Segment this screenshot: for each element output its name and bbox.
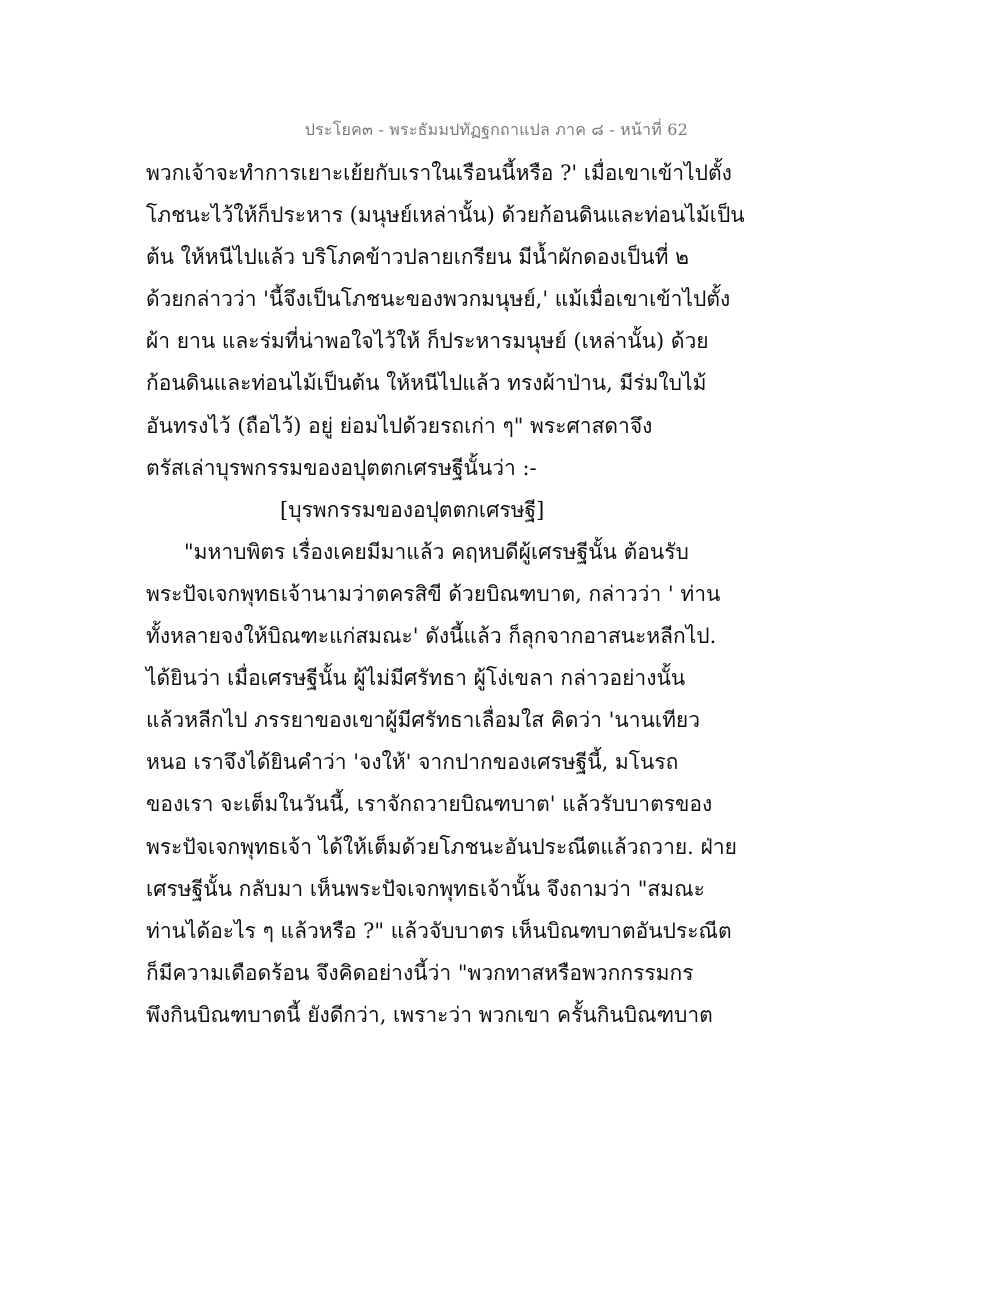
text-line: พระปัจเจกพุทธเจ้า ได้ให้เต็มด้วยโภชนะอันประณีตแล้วถวาย. ฝ่าย — [146, 834, 737, 859]
text-line: พระปัจเจกพุทธเจ้านามว่าตครสิขี ด้วยบิณฑบาต, กล่าวว่า ' ท่าน — [146, 581, 721, 606]
text-line: พึงกินบิณฑบาตนี้ ยังดีกว่า, เพราะว่า พวกเขา ครั้นกินบิณฑบาต — [146, 1002, 713, 1027]
text-line: ผ้า ยาน และร่มที่น่าพอใจไว้ให้ ก็ประหารมนุษย์ (เหล่านั้น) ด้วย — [146, 329, 709, 354]
text-line: หนอ เราจึงได้ยินคำว่า 'จงให้' จากปากของเศรษฐีนี้, มโนรถ — [146, 750, 679, 775]
section-heading: [บุรพกรรมของอปุตตกเศรษฐี] — [280, 497, 545, 522]
text-line: พวกเจ้าจะทำการเยาะเย้ยกับเราในเรือนนี้หรือ ?' เมื่อเขาเข้าไปตั้ง — [146, 161, 732, 185]
text-line: อันทรงไว้ (ถือไว้) อยู่ ย่อมไปด้วยรถเก่า ๆ" พระศาสดาจึง — [146, 413, 653, 438]
text-line: ก็มีความเดือดร้อน จึงคิดอย่างนี้ว่า "พวกทาสหรือพวกกรรมกร — [146, 960, 694, 985]
text-line: แล้วหลีกไป ภรรยาของเขาผู้มีศรัทธาเลื่อมใส คิดว่า 'นานเทียว — [146, 708, 701, 733]
text-line: ก้อนดินและท่อนไม้เป็นต้น ให้หนีไปแล้ว ทรงผ้าป่าน, มีร่มใบไม้ — [146, 371, 707, 396]
paragraph-first-line: "มหาบพิตร เรื่องเคยมีมาแล้ว คฤหบดีผู้เศรษฐีนั้น ต้อนรับ — [184, 539, 689, 564]
running-header: ประโยค๓ - พระธัมมปทัฏฐกถาแปล ภาค ๘ - หน้าที่ 62 — [304, 120, 688, 139]
text-line: ทั้งหลายจงให้บิณฑะแก่สมณะ' ดังนี้แล้ว ก็ลุกจากอาสนะหลีกไป. — [146, 624, 717, 649]
text-line: ของเรา จะเต็มในวันนี้, เราจักถวายบิณฑบาต' แล้วรับบาตรของ — [146, 792, 713, 817]
text-line: ตรัสเล่าบุรพกรรมของอปุตตกเศรษฐีนั้นว่า :- — [146, 455, 537, 480]
body-text — [146, 152, 745, 1036]
text-line: ด้วยกล่าวว่า 'นี้จึงเป็นโภชนะของพวกมนุษย์,' แม้เมื่อเขาเข้าไปตั้ง — [146, 287, 731, 312]
text-line: ต้น ให้หนีไปแล้ว บริโภคข้าวปลายเกรียน มีน้ำผักดองเป็นที่ ๒ — [146, 245, 689, 270]
text-line: ได้ยินว่า เมื่อเศรษฐีนั้น ผู้ไม่มีศรัทธา ผู้โง่เขลา กล่าวอย่างนั้น — [146, 666, 686, 691]
text-line: ท่านได้อะไร ๆ แล้วหรือ ?" แล้วจับบาตร เห็นบิณฑบาตอันประณีต — [146, 918, 732, 943]
text-line: โภชนะไว้ให้ก็ประหาร (มนุษย์เหล่านั้น) ด้วยก้อนดินและท่อนไม้เป็น — [146, 203, 745, 228]
text-line: เศรษฐีนั้น กลับมา เห็นพระปัจเจกพุทธเจ้านั้น จึงถามว่า "สมณะ — [146, 876, 705, 901]
